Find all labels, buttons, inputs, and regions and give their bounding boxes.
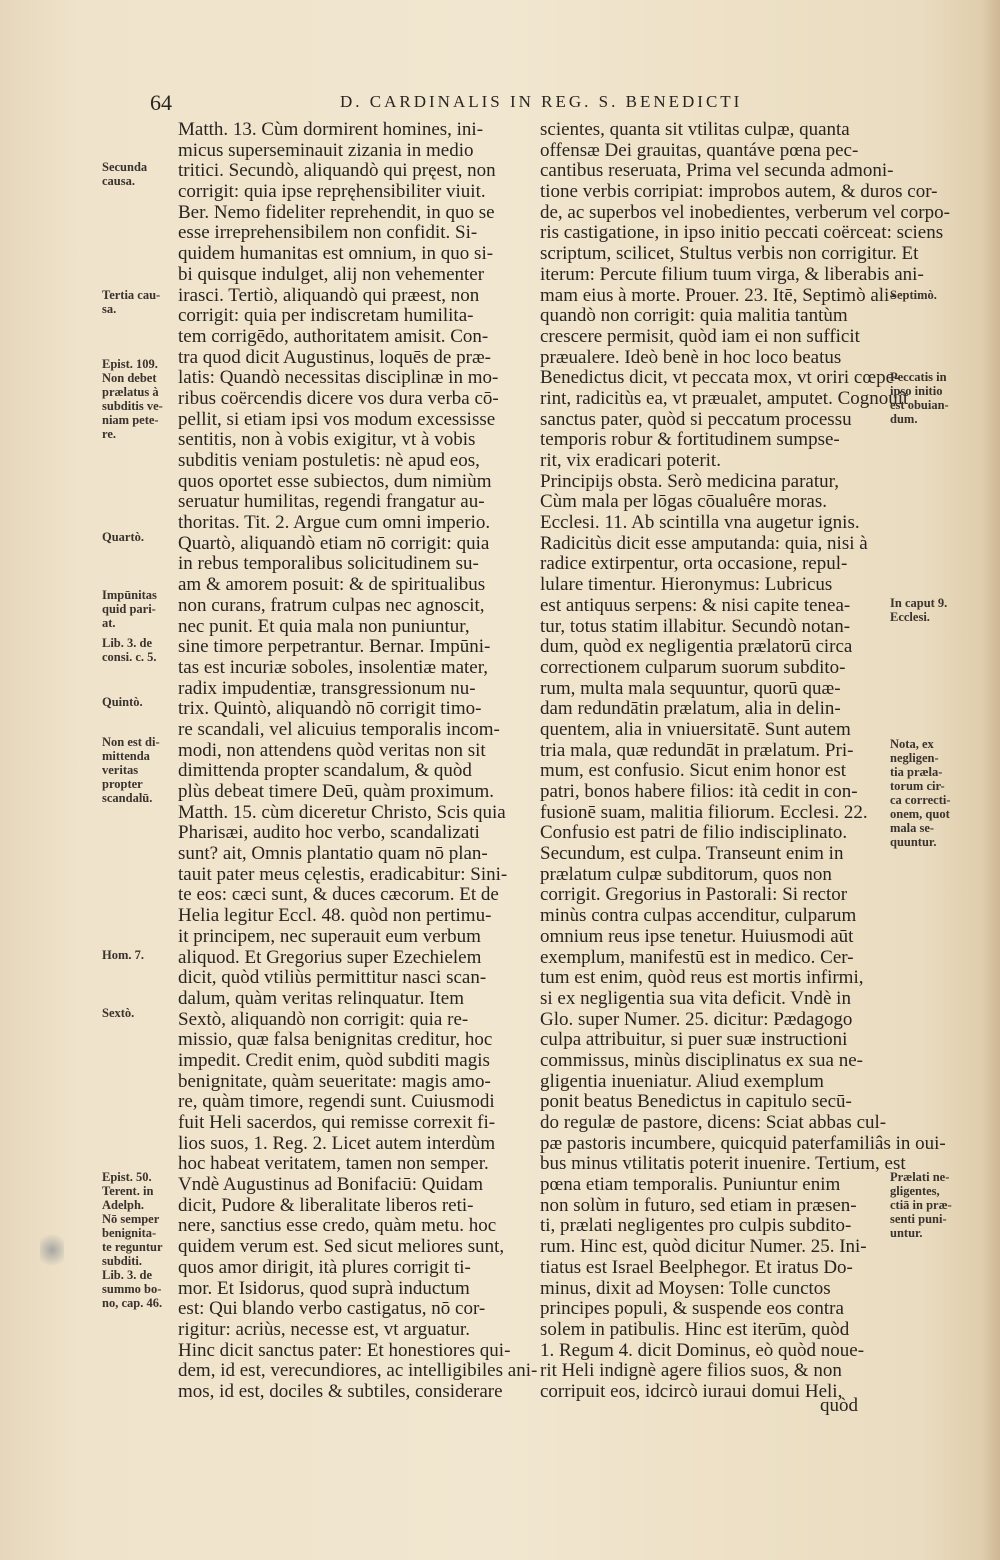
catchword: quòd — [820, 1395, 858, 1416]
text-line: omnium reus ipse tenetur. Huiusmodi aūt — [540, 925, 854, 947]
margin-note-line: dum. — [890, 412, 918, 426]
text-line: Helia legitur Eccl. 48. quòd non pertimu- — [178, 905, 492, 927]
margin-note-line: onem, quot — [890, 807, 950, 821]
margin-note-line: negligen- — [890, 751, 939, 765]
text-line: quidem humanitas est omnium, in quo si- — [178, 243, 494, 265]
text-line: latis: Quandò necessitas disciplinæ in mo- — [178, 367, 499, 389]
text-line: crescere permisit, quòd iam ei non sufficit — [540, 325, 860, 347]
text-line: bus minus vtilitatis poterit inuenire. Tertium, est — [540, 1153, 906, 1175]
text-line: tum est enim, quòd reus est mortis infirmi, — [540, 967, 864, 989]
margin-note-line: consi. c. 5. — [102, 650, 157, 664]
text-line: iterum: Percute filium tuum virga, & liberabis ani- — [540, 263, 924, 285]
margin-note — [102, 357, 178, 441]
margin-note — [890, 370, 990, 426]
text-line: exemplum, manifestū est in medico. Cer- — [540, 946, 854, 968]
text-line: irasci. Tertiò, aliquandò qui præest, non — [178, 284, 480, 306]
margin-note-line: Terent. in — [102, 1184, 154, 1198]
text-line: quos oportet esse subiectos, dum nimiùm — [178, 470, 492, 492]
text-line: te eos: cæci sunt, & duces cæcorum. Et de — [178, 884, 499, 906]
margin-note-line: no, cap. 46. — [102, 1296, 163, 1310]
text-line: mor. Et Isidorus, quod suprà inductum — [178, 1277, 470, 1299]
margin-note-line: sa. — [102, 302, 117, 316]
margin-note — [102, 636, 178, 664]
text-line: Secundum, est culpa. Transeunt enim in — [540, 843, 844, 865]
margin-note-line: Lib. 3. de — [102, 636, 153, 650]
text-line: radice extirpentur, orta occasione, repul- — [540, 553, 848, 575]
text-line: corripuit eos, idcircò iuraui domui Heli, — [540, 1380, 843, 1402]
text-line: aliquod. Et Gregorius super Ezechielem — [178, 946, 482, 968]
text-line: Ecclesi. 11. Ab scintilla vna augetur ignis. — [540, 512, 860, 534]
text-line: thoritas. Tit. 2. Argue cum omni imperio. — [178, 512, 491, 534]
margin-note-line: Quartò. — [102, 530, 145, 544]
text-line: dimittenda propter scandalum, & quòd — [178, 760, 472, 782]
text-line: tria mala, quæ redundāt in prælatum. Pri- — [540, 739, 854, 761]
text-line: tur, totus statim illabitur. Secundò notan- — [540, 615, 851, 637]
text-line: mam eius à morte. Prouer. 23. Itē, Septimò ali- — [540, 284, 896, 306]
margin-note-line: Secunda — [102, 160, 148, 174]
margin-note-line: at. — [102, 616, 116, 630]
text-line: plùs debeat timere Deū, quàm proximum. — [178, 781, 495, 802]
margin-note-line: ctiā in præ- — [890, 1198, 952, 1212]
page-header — [150, 90, 930, 118]
text-line: sunt? ait, Omnis plantatio quam nō plan- — [178, 843, 488, 865]
text-line: bi quisque indulget, alij non vehementer — [178, 263, 485, 285]
margin-note — [102, 948, 178, 962]
text-line: trix. Quintò, aliquandò nō corrigit timo- — [178, 698, 482, 720]
margin-note-line: senti puni- — [890, 1212, 947, 1226]
text-line: est antiquus serpens: & nisi capite tenea- — [540, 594, 851, 616]
text-line: ris castigatione, in ipso initio peccati coërceat: sciens — [540, 222, 944, 244]
text-line: Pharisæi, audito hoc verbo, scandalizati — [178, 822, 480, 844]
text-line: mos, id est, dociles & subtiles, considerare — [178, 1380, 503, 1402]
text-line: principes populi, & suspende eos contra — [540, 1298, 844, 1320]
margin-note-line: torum cir- — [890, 779, 945, 793]
text-line: corrigit: quia ipse repręhensibiliter viuit. — [178, 181, 486, 203]
text-line: minus, dixit ad Moysen: Tolle cunctos — [540, 1277, 831, 1299]
text-line: nere, sanctius esse credo, quàm metu. hoc — [178, 1215, 497, 1237]
text-line: Sextò, aliquandò non corrigit: quia re- — [178, 1008, 469, 1030]
text-line: pæ pastoris incumbere, quicquid paterfamiliâs in oui- — [540, 1132, 946, 1154]
text-line: non curans, fratrum culpas nec agnoscit, — [178, 594, 485, 616]
text-line: ponit beatus Benedictus in capitulo secū- — [540, 1091, 852, 1113]
text-line: it principem, nec superauit eum verbum — [178, 925, 481, 947]
text-line: am & amorem posuit: & de spiritualibus — [178, 574, 486, 596]
margin-note — [102, 530, 178, 544]
margin-note-line: Epist. 50. — [102, 1170, 152, 1184]
text-line: corrigit: quia per indiscretam humilita- — [178, 305, 474, 327]
text-line: rit Heli indignè agere filios suos, & non — [540, 1360, 842, 1382]
text-line: corrigit. Gregorius in Pastorali: Si rector — [540, 884, 848, 906]
text-line: micus superseminauit zizania in medio — [178, 139, 474, 161]
margin-note-line: Sextò. — [102, 1006, 135, 1020]
text-line: scriptum, scilicet, Stultus verbis non corrigitur. Et — [540, 243, 919, 265]
text-line: præualere. Ideò benè in hoc loco beatus — [540, 346, 842, 368]
margin-note-line: benignita- — [102, 1226, 157, 1240]
left-text-column — [178, 119, 538, 1403]
text-line: tione verbis corripiat: improbos autem, & duros cor- — [540, 181, 938, 203]
text-line: lios suos, 1. Reg. 2. Licet autem interdùm — [178, 1132, 496, 1154]
margin-note — [102, 735, 178, 805]
text-line: ribus coërcendis dicere vos dura verba cō- — [178, 387, 499, 409]
margin-note-line: est obuian- — [890, 398, 949, 412]
text-line: quentem, alia in vniuersitatē. Sunt autem — [540, 718, 851, 740]
text-line: ti, prælati negligentes pro culpis subdito- — [540, 1215, 852, 1237]
margin-note-line: Quintò. — [102, 695, 143, 709]
text-line: rint, radicitùs ea, vt præualet, amputet. Cognouit — [540, 387, 909, 409]
margin-note-line: Septimò. — [890, 288, 937, 302]
text-line: commissus, minùs disciplinatus ex sua ne- — [540, 1049, 863, 1071]
text-line: pellit, si etiam ipsi vos modum excessisse — [178, 408, 496, 430]
margin-note-line: Nō semper — [102, 1212, 160, 1226]
text-line: Cùm mala per lōgas cōualuêre moras. — [540, 491, 828, 513]
margin-note-line: gligentes, — [890, 1184, 940, 1198]
text-line: dem, id est, verecundiores, ac intelligibiles ani- — [178, 1360, 538, 1382]
margin-note-line: propter — [102, 777, 143, 791]
text-line: rit, vix eradicari poterit. — [540, 450, 721, 471]
text-line: subditis veniam postuletis: nè apud eos, — [178, 450, 480, 471]
text-line: solem in patibulis. Hinc est iterūm, quòd — [540, 1318, 850, 1340]
text-line: hoc habeat veritatem, tamen non semper. — [178, 1153, 489, 1175]
text-line: Benedictus dicit, vt peccata mox, vt oriri cœpe- — [540, 367, 901, 389]
margin-note-line: Non est di- — [102, 735, 160, 749]
margin-note-line: tia præla- — [890, 765, 943, 779]
text-line: tem corrigēdo, authoritatem amisit. Con- — [178, 325, 489, 347]
margin-note — [890, 288, 990, 302]
text-line: sanctus pater, quòd si peccatum processu — [540, 408, 852, 430]
text-line: tiatus est Israel Beelphegor. Et iratus Do- — [540, 1256, 853, 1278]
text-line: lulare timentur. Hieronymus: Lubricus — [540, 574, 833, 596]
text-line: 1. Regum 4. dicit Dominus, eò quòd noue- — [540, 1339, 865, 1361]
text-line: dicit, Pudore & liberalitate liberos reti- — [178, 1194, 474, 1216]
margin-note-line: Impūnitas — [102, 588, 157, 602]
text-line: Matth. 15. cùm diceretur Christo, Scis quia — [178, 801, 506, 823]
margin-note-line: quuntur. — [890, 835, 937, 849]
margin-note-line: Prælati ne- — [890, 1170, 950, 1184]
text-line: de, ac superbos vel inobedientes, verberum vel corpo- — [540, 201, 950, 223]
margin-note — [890, 737, 990, 849]
text-line: Confusio est patri de filio indisciplinato. — [540, 822, 848, 844]
margin-note-line: scandalū. — [102, 791, 153, 805]
text-line: seruatur humilitas, regendi frangatur au- — [178, 491, 485, 513]
margin-note-line: veritas — [102, 763, 139, 777]
text-line: Principijs obsta. Serò medicina paratur, — [540, 470, 839, 492]
margin-note-line: Nota, ex — [890, 737, 934, 751]
text-line: tra quod dicit Augustinus, loquēs de præ- — [178, 346, 491, 368]
margin-note-line: untur. — [890, 1226, 923, 1240]
text-line: offensæ Dei grauitas, quantáve pœna pec- — [540, 139, 859, 161]
margin-note-line: ca correcti- — [890, 793, 951, 807]
margin-note-line: Tertia cau- — [102, 288, 161, 302]
text-line: do regulæ de pastore, dicens: Sciat abbas cul- — [540, 1112, 887, 1133]
text-line: missio, quæ falsa benignitas creditur, hoc — [178, 1029, 493, 1051]
margin-note — [890, 596, 990, 624]
text-line: Matth. 13. Cùm dormirent homines, ini- — [178, 119, 484, 140]
text-line: nec punit. Et quia mala non puniuntur, — [178, 615, 470, 637]
margin-note-line: Lib. 3. de — [102, 1268, 153, 1282]
margin-note-line: Peccatis in — [890, 370, 947, 384]
text-line: correctionem culparum suorum subdito- — [540, 656, 846, 678]
ink-stain — [40, 1230, 64, 1270]
text-line: tas est incuriæ soboles, insolentiæ mater, — [178, 656, 489, 678]
text-line: radix impudentiæ, transgressionum nu- — [178, 677, 476, 699]
text-line: sine timore perpetrantur. Bernar. Impūni- — [178, 636, 491, 658]
margin-note — [102, 588, 178, 630]
text-line: quandò non corrigit: quia malitia tantùm — [540, 305, 848, 327]
text-line: si ex negligentia sua vita deficit. Vndè in — [540, 987, 851, 1009]
text-line: tauit pater meus cęlestis, eradicabitur: Sini- — [178, 863, 508, 885]
margin-note-line: ipso initio — [890, 384, 943, 398]
text-line: dicit, quòd vtiliùs permittitur nasci scan- — [178, 967, 487, 989]
text-line: pœna etiam temporalis. Puniuntur enim — [540, 1174, 841, 1196]
margin-note-line: subditis ve- — [102, 399, 163, 413]
margin-note-line: summo bo- — [102, 1282, 162, 1296]
text-line: Radicitùs dicit esse amputanda: quia, nisi à — [540, 532, 868, 554]
margin-note-line: In caput 9. — [890, 596, 948, 610]
text-line: rigitur: acriùs, necesse est, vt arguatur. — [178, 1318, 470, 1340]
text-line: Quartò, aliquandò etiam nō corrigit: quia — [178, 532, 490, 554]
text-line: rum. Hinc est, quòd dicitur Numer. 25. Ini- — [540, 1236, 867, 1258]
margin-note — [890, 1170, 990, 1240]
text-line: rum, multa mala sequuntur, quorū quæ- — [540, 677, 841, 699]
text-line: non solùm in futuro, sed etiam in præsen- — [540, 1194, 857, 1216]
text-line: dalum, quàm veritas relinquatur. Item — [178, 987, 464, 1009]
page-number: 64 — [150, 90, 172, 115]
text-line: re scandali, vel alicuius temporalis incom- — [178, 718, 500, 740]
margin-note-line: Adelph. — [102, 1198, 145, 1212]
text-line: tritici. Secundò, aliquandò qui pręest, non — [178, 160, 496, 182]
text-line: re, quàm timore, regendi sunt. Cuiusmodi — [178, 1091, 495, 1113]
text-line: fusionē suam, malitia filiorum. Ecclesi. 22. — [540, 801, 868, 823]
margin-note — [102, 695, 178, 709]
text-line: temporis robur & fortitudinem sumpse- — [540, 429, 840, 451]
text-line: mum, est confusio. Sicut enim honor est — [540, 760, 847, 782]
text-line: culpa attribuitur, si puer suæ instructioni — [540, 1029, 848, 1051]
margin-note-line: Hom. 7. — [102, 948, 145, 962]
margin-note — [102, 1170, 178, 1310]
margin-note-line: mittenda — [102, 749, 150, 763]
text-line: dum, quòd ex negligentia prælatorū circa — [540, 636, 853, 658]
margin-note-line: re. — [102, 427, 116, 441]
margin-note-line: subditi. — [102, 1254, 142, 1268]
text-line: gligentia inueniatur. Aliud exemplum — [540, 1070, 824, 1092]
margin-note-line: causa. — [102, 174, 135, 188]
text-line: quos amor dirigit, ità plures corrigit ti- — [178, 1256, 471, 1278]
text-line: esse irreprehensibilem non confidit. Si- — [178, 222, 478, 244]
text-line: in rebus temporalibus solicitudinem su- — [178, 553, 479, 575]
text-line: prælatum culpæ subditorum, quos non — [540, 863, 832, 885]
margin-note-line: niam pete- — [102, 413, 159, 427]
margin-note-line: quid pari- — [102, 602, 156, 616]
text-line: patri, bonos habere filios: ità cedit in con- — [540, 781, 858, 802]
margin-note-line: Non debet — [102, 371, 157, 385]
margin-note-line: Epist. 109. — [102, 357, 158, 371]
margin-note — [102, 160, 178, 188]
margin-note — [102, 1006, 178, 1020]
page-edge-shadow — [982, 0, 1000, 1560]
text-line: Ber. Nemo fideliter reprehendit, in quo se — [178, 201, 495, 223]
text-line: sentitis, non à vobis exigitur, vt à vobis — [178, 429, 476, 451]
text-line: Hinc dicit sanctus pater: Et honestiores qui- — [178, 1339, 511, 1361]
margin-note-line: prælatus à — [102, 385, 159, 399]
running-title: D. CARDINALIS IN REG. S. BENEDICTI — [340, 92, 743, 111]
text-line: minùs contra culpas accenditur, culparum — [540, 905, 857, 927]
text-line: est: Qui blando verbo castigatus, nō cor- — [178, 1298, 486, 1320]
text-line: modi, non attendens quòd veritas non sit — [178, 739, 486, 761]
margin-note — [102, 288, 178, 316]
margin-note-line: te reguntur — [102, 1240, 163, 1254]
text-line: scientes, quanta sit vtilitas culpæ, quanta — [540, 119, 850, 140]
margin-note-line: Ecclesi. — [890, 610, 930, 624]
text-line: dam redundātin prælatum, alia in delin- — [540, 698, 841, 720]
text-line: Vndè Augustinus ad Bonifaciū: Quidam — [178, 1174, 484, 1196]
margin-note-line: mala se- — [890, 821, 935, 835]
text-line: impedit. Credit enim, quòd subditi magis — [178, 1049, 490, 1071]
text-line: fuit Heli sacerdos, qui remisse correxit fi- — [178, 1112, 496, 1133]
text-line: benignitate, quàm seueritate: magis amo- — [178, 1070, 491, 1092]
text-line: cantibus reseruata, Prima vel secunda admoni- — [540, 160, 894, 182]
text-line: quidem verum est. Sed sicut meliores sunt, — [178, 1236, 505, 1258]
text-line: Glo. super Numer. 25. dicitur: Pædagogo — [540, 1008, 853, 1030]
